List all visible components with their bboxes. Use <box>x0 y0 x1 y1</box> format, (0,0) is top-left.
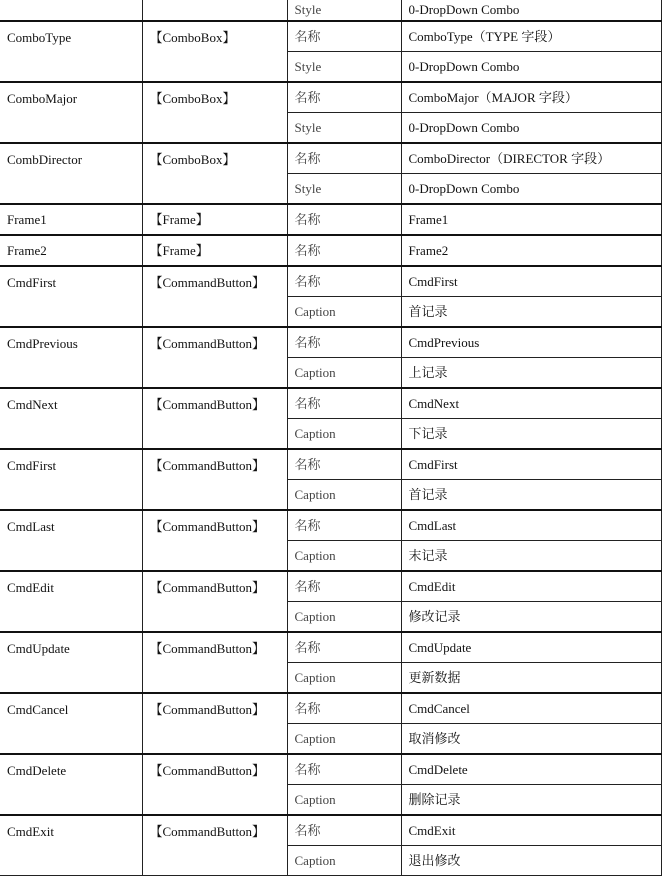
property-value-cell: 首记录 <box>401 297 661 328</box>
property-value-cell: 末记录 <box>401 541 661 572</box>
property-name-cell: 名称 <box>287 693 401 724</box>
table-row <box>0 21 661 52</box>
property-name-cell: 名称 <box>287 82 401 113</box>
control-name-cell: CmdDelete <box>0 754 142 815</box>
property-name-cell: Style <box>287 113 401 144</box>
property-name-cell: Caption <box>287 602 401 633</box>
control-name-cell: CombDirector <box>0 143 142 204</box>
control-name-cell: CmdEdit <box>0 571 142 632</box>
table-row <box>0 754 661 785</box>
control-name-cell: CmdCancel <box>0 693 142 754</box>
control-name-cell: ComboType <box>0 21 142 82</box>
control-type-cell: 【CommandButton】 <box>142 632 287 693</box>
control-type-cell: 【CommandButton】 <box>142 571 287 632</box>
property-name-cell: 名称 <box>287 327 401 358</box>
table-row <box>0 82 661 113</box>
property-value-cell: CmdFirst <box>401 266 661 297</box>
control-name-cell: CmdPrevious <box>0 327 142 388</box>
property-value-cell: 取消修改 <box>401 724 661 755</box>
control-name-cell: CmdNext <box>0 388 142 449</box>
table-row <box>0 449 661 480</box>
property-value-cell: CmdUpdate <box>401 632 661 663</box>
table-row <box>0 143 661 174</box>
table-row <box>0 571 661 602</box>
property-value-cell: 退出修改 <box>401 846 661 876</box>
control-type-cell: 【CommandButton】 <box>142 754 287 815</box>
table-row <box>0 693 661 724</box>
table-row <box>0 388 661 419</box>
property-name-cell: Style <box>287 174 401 205</box>
control-type-cell: 【CommandButton】 <box>142 388 287 449</box>
property-name-cell: 名称 <box>287 21 401 52</box>
property-name-cell: 名称 <box>287 204 401 235</box>
control-type-cell: 【CommandButton】 <box>142 449 287 510</box>
control-name-cell: CmdExit <box>0 815 142 876</box>
control-type-cell: 【Frame】 <box>142 235 287 266</box>
control-name-cell: Frame1 <box>0 204 142 235</box>
control-type-cell: 【Frame】 <box>142 204 287 235</box>
control-type-cell: 【CommandButton】 <box>142 693 287 754</box>
property-name-cell: Caption <box>287 419 401 450</box>
property-value-cell: 修改记录 <box>401 602 661 633</box>
control-name-cell: CmdFirst <box>0 449 142 510</box>
table-row <box>0 327 661 358</box>
property-value-cell: 更新数据 <box>401 663 661 694</box>
property-value-cell: CmdNext <box>401 388 661 419</box>
control-type-cell: 【ComboBox】 <box>142 143 287 204</box>
control-type-cell: 【CommandButton】 <box>142 815 287 876</box>
control-type-cell: 【CommandButton】 <box>142 266 287 327</box>
property-name-cell: 名称 <box>287 571 401 602</box>
property-value-cell: CmdPrevious <box>401 327 661 358</box>
property-value-cell: 删除记录 <box>401 785 661 816</box>
property-name-cell: Caption <box>287 724 401 755</box>
property-value-cell: 0-DropDown Combo <box>401 0 661 21</box>
property-value-cell: 下记录 <box>401 419 661 450</box>
property-name-cell: Caption <box>287 297 401 328</box>
property-name-cell: 名称 <box>287 510 401 541</box>
property-name-cell: Caption <box>287 480 401 511</box>
control-type-cell: 【CommandButton】 <box>142 327 287 388</box>
property-value-cell: CmdFirst <box>401 449 661 480</box>
property-name-cell: Caption <box>287 785 401 816</box>
property-value-cell: CmdDelete <box>401 754 661 785</box>
property-value-cell: CmdCancel <box>401 693 661 724</box>
property-value-cell: ComboType（TYPE 字段） <box>401 21 661 52</box>
property-name-cell: Style <box>287 0 401 21</box>
property-name-cell: Caption <box>287 541 401 572</box>
table-row <box>0 815 661 846</box>
property-value-cell: 0-DropDown Combo <box>401 174 661 205</box>
control-type-cell: 【CommandButton】 <box>142 510 287 571</box>
property-value-cell: 0-DropDown Combo <box>401 52 661 83</box>
property-name-cell: 名称 <box>287 632 401 663</box>
table-row <box>0 510 661 541</box>
table-row <box>0 632 661 663</box>
property-name-cell: Caption <box>287 663 401 694</box>
property-value-cell: 上记录 <box>401 358 661 389</box>
control-type-cell <box>142 0 287 21</box>
control-type-cell: 【ComboBox】 <box>142 21 287 82</box>
property-name-cell: 名称 <box>287 754 401 785</box>
property-value-cell: ComboDirector（DIRECTOR 字段） <box>401 143 661 174</box>
property-value-cell: CmdExit <box>401 815 661 846</box>
control-name-cell: Frame2 <box>0 235 142 266</box>
property-name-cell: 名称 <box>287 235 401 266</box>
property-value-cell: ComboMajor（MAJOR 字段） <box>401 82 661 113</box>
control-type-cell: 【ComboBox】 <box>142 82 287 143</box>
property-name-cell: Caption <box>287 358 401 389</box>
control-name-cell: ComboMajor <box>0 82 142 143</box>
property-name-cell: 名称 <box>287 143 401 174</box>
table-row <box>0 266 661 297</box>
property-value-cell: CmdLast <box>401 510 661 541</box>
control-name-cell <box>0 0 142 21</box>
property-value-cell: CmdEdit <box>401 571 661 602</box>
property-value-cell: 首记录 <box>401 480 661 511</box>
property-name-cell: Style <box>287 52 401 83</box>
property-value-cell: 0-DropDown Combo <box>401 113 661 144</box>
property-value-cell: Frame1 <box>401 204 661 235</box>
control-name-cell: CmdFirst <box>0 266 142 327</box>
table-row <box>0 0 661 21</box>
property-value-cell: Frame2 <box>401 235 661 266</box>
property-name-cell: 名称 <box>287 815 401 846</box>
table-row <box>0 204 661 235</box>
property-name-cell: 名称 <box>287 388 401 419</box>
control-name-cell: CmdUpdate <box>0 632 142 693</box>
property-name-cell: 名称 <box>287 449 401 480</box>
property-name-cell: Caption <box>287 846 401 876</box>
control-name-cell: CmdLast <box>0 510 142 571</box>
table-row <box>0 235 661 266</box>
property-name-cell: 名称 <box>287 266 401 297</box>
